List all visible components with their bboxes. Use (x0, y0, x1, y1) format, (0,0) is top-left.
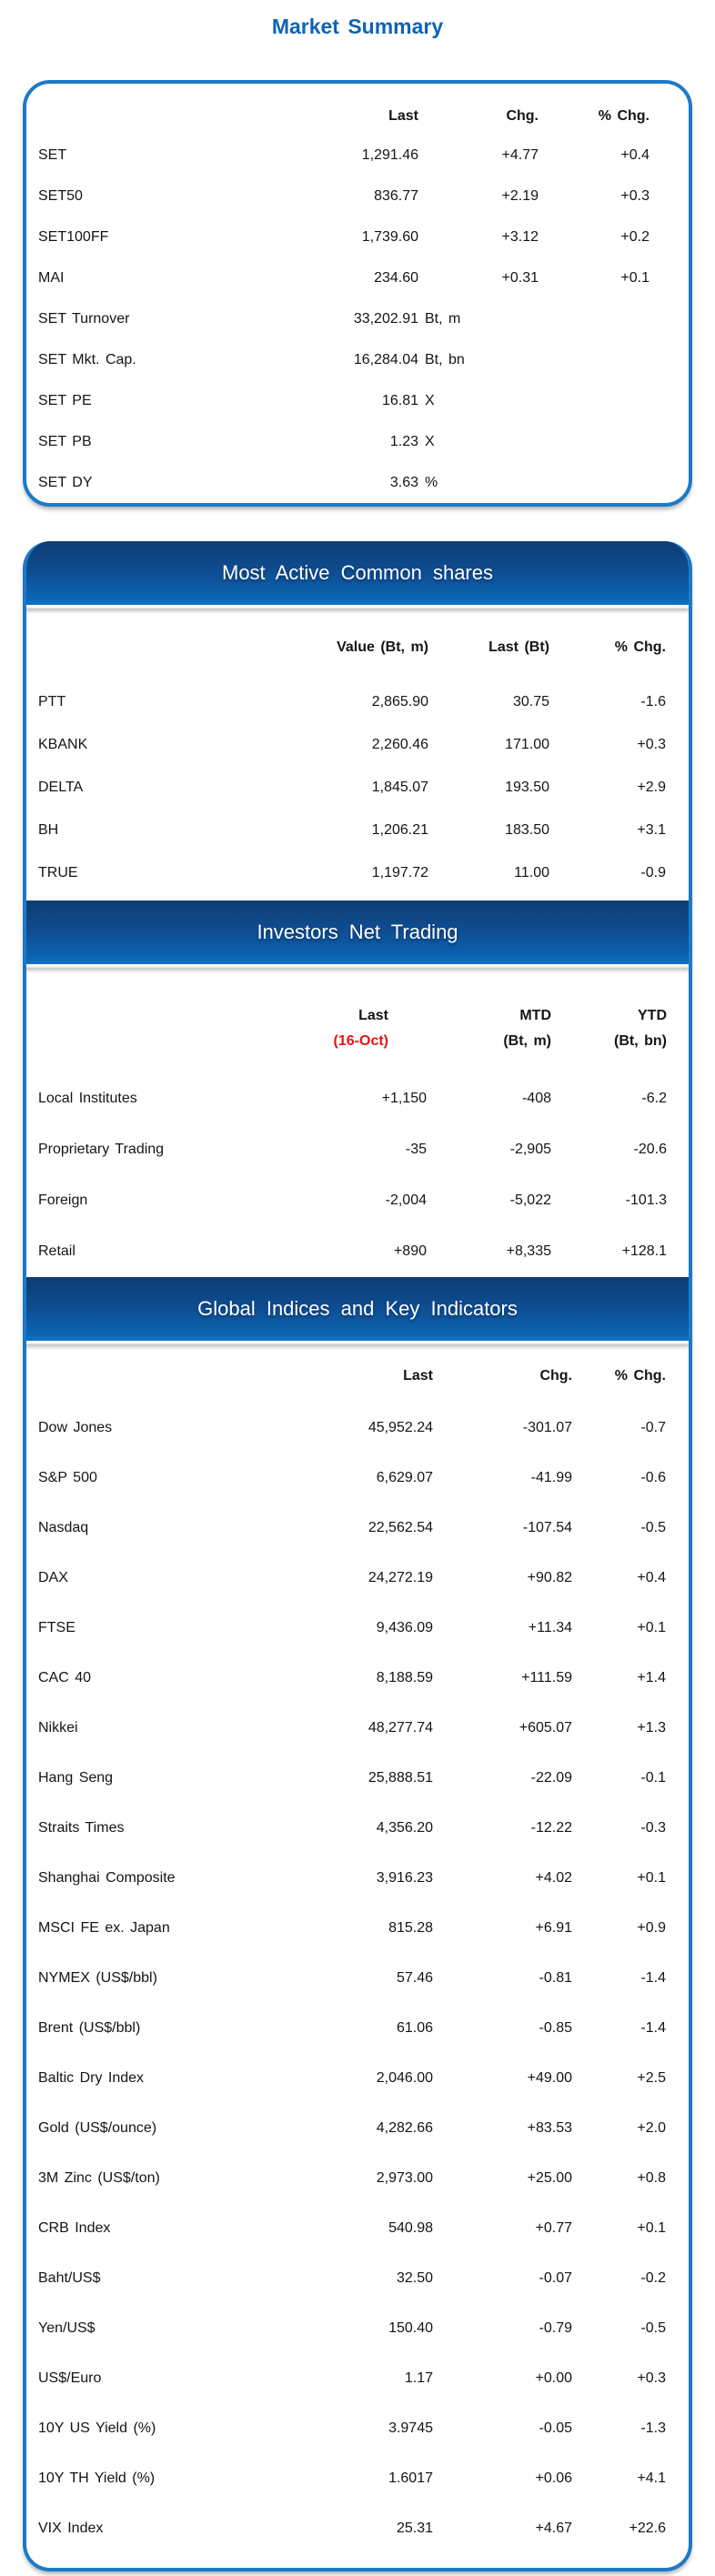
table-row (26, 135, 689, 176)
cell-change: +605.07 (519, 1719, 572, 1736)
table-row (26, 1903, 689, 1953)
cell-value: 16.81 X (381, 392, 435, 408)
row-label: 10Y US Yield (%) (38, 2420, 156, 2436)
most-active-section (26, 605, 689, 901)
cell-value: 3.63 % (389, 474, 438, 490)
row-label: MAI (38, 269, 65, 286)
row-label: SET50 (38, 187, 83, 204)
cell-change: +0.31 (501, 269, 539, 286)
cell-value: -2,004 (385, 1192, 427, 1208)
cell-change: -0.85 (539, 2019, 572, 2036)
row-label: BH (38, 821, 59, 838)
table-row (26, 1753, 689, 1803)
column-header-last: Last (Bt) (488, 639, 549, 655)
cell-value: 45,952.24 (368, 1419, 433, 1435)
cell-change: +0.00 (535, 2370, 572, 2386)
column-header-pct: % Chg. (598, 108, 650, 124)
cell-pct-change: +0.3 (637, 2370, 666, 2386)
table-row (26, 1553, 689, 1603)
row-label: 10Y TH Yield (%) (38, 2470, 156, 2486)
cell-change: +3.12 (501, 228, 539, 245)
cell-change: +90.82 (527, 1569, 572, 1585)
section-header-global: Global Indices and Key Indicators (26, 1277, 689, 1341)
column-header-last: Last (388, 108, 418, 124)
table-row (26, 216, 689, 257)
cell-pct-change: -1.6 (640, 693, 666, 709)
cell-value: 16,284.04 Bt, bn (353, 351, 465, 367)
set-summary-box (23, 80, 692, 507)
table-row (26, 766, 689, 809)
cell-pct-change: -0.6 (640, 1469, 666, 1485)
cell-pct-change: -0.5 (640, 2319, 666, 2336)
cell-value: 22,562.54 (368, 1519, 433, 1535)
column-header-chg: Chg. (506, 108, 539, 124)
table-row (26, 1503, 689, 1553)
cell-value: 836.77 (374, 187, 418, 204)
table-row (26, 1175, 689, 1226)
cell-value: 1,845.07 (371, 779, 428, 795)
cell-value: 48,277.74 (368, 1719, 433, 1736)
row-label: Nasdaq (38, 1519, 89, 1535)
cell-change: +11.34 (528, 1619, 572, 1635)
row-label: Nikkei (38, 1719, 78, 1736)
cell-value: 2,865.90 (371, 693, 428, 709)
row-label: Proprietary Trading (38, 1142, 165, 1157)
cell-change: -12.22 (530, 1819, 572, 1836)
set-summary-header-row (26, 98, 689, 135)
table-row (26, 2503, 689, 2553)
cell-change: -22.09 (530, 1769, 572, 1786)
cell-pct-change: +0.1 (637, 2219, 666, 2236)
column-header-chg: Chg. (539, 1368, 572, 1384)
cell-change: +4.02 (535, 1869, 572, 1886)
cell-change: -0.79 (539, 2319, 572, 2336)
value-unit: X (425, 392, 435, 408)
cell-pct-change: -1.4 (640, 1969, 666, 1986)
cell-pct-change: +0.3 (637, 736, 666, 752)
cell-change: +4.77 (501, 146, 539, 163)
cell-pct-change: -0.3 (640, 1819, 666, 1836)
cell-pct-change: -0.2 (640, 2269, 666, 2286)
row-label: CRB Index (38, 2219, 111, 2236)
row-label: SET (38, 146, 67, 163)
row-label: 3M Zinc (US$/ton) (38, 2169, 160, 2186)
cell-change: +111.59 (521, 1669, 572, 1685)
cell-change: 11.00 (514, 864, 549, 880)
table-row (26, 1953, 689, 2003)
cell-value: 540.98 (388, 2219, 433, 2236)
table-row (26, 1403, 689, 1453)
global-section (26, 1341, 689, 2568)
table-row (26, 1853, 689, 1903)
column-header-last: Last (358, 1008, 388, 1023)
cell-pct-change: +22.6 (629, 2520, 666, 2536)
row-label: Baht/US$ (38, 2269, 101, 2286)
cell-pct-change: +2.0 (637, 2119, 666, 2136)
header-shadow (26, 964, 689, 973)
table-row (26, 176, 689, 216)
cell-change: -0.07 (539, 2269, 572, 2286)
cell-pct-change: +0.1 (637, 1869, 666, 1886)
value-unit: Bt, bn (425, 351, 465, 367)
cell-change: +4.67 (535, 2520, 572, 2536)
table-row (26, 1603, 689, 1653)
investors-section (26, 964, 689, 1277)
cell-value: 2,046.00 (376, 2069, 433, 2086)
cell-value: 3.9745 (388, 2420, 433, 2436)
cell-change: +6.91 (535, 1919, 572, 1936)
cell-value: 6,629.07 (376, 1469, 433, 1485)
cell-value: 24,272.19 (368, 1569, 433, 1585)
cell-change: 30.75 (512, 693, 549, 709)
cell-pct-change: +0.1 (620, 269, 650, 286)
table-row (26, 462, 689, 503)
row-label: Foreign (38, 1192, 88, 1208)
cell-pct-change: -1.4 (640, 2019, 666, 2036)
column-header-last: Last (403, 1368, 433, 1384)
row-label: Local Institutes (38, 1091, 137, 1106)
cell-value: 61.06 (396, 2019, 433, 2036)
column-subheader-mtd-unit: (Bt, m) (503, 1033, 551, 1049)
cell-value: 25.31 (396, 2520, 433, 2536)
column-header-mtd: MTD (519, 1008, 551, 1023)
row-label: SET PE (38, 392, 92, 408)
table-row (26, 421, 689, 462)
cell-change: 171.00 (505, 736, 549, 752)
main-panel (23, 541, 692, 2571)
row-label: DAX (38, 1569, 68, 1585)
row-label: Hang Seng (38, 1769, 114, 1786)
row-label: S&P 500 (38, 1469, 97, 1485)
column-header-pct: % Chg. (614, 1368, 666, 1384)
cell-change: +0.06 (535, 2470, 572, 2486)
table-row (26, 2253, 689, 2303)
cell-change: +25.00 (527, 2169, 572, 2186)
cell-pct-change: +2.9 (637, 779, 666, 795)
table-row (26, 2353, 689, 2403)
row-label: PTT (38, 693, 66, 709)
global-body (26, 1403, 689, 2553)
header-shadow (26, 605, 689, 614)
cell-value: 2,260.46 (371, 736, 428, 752)
cell-pct-change: +2.5 (637, 2069, 666, 2086)
cell-value: +890 (393, 1243, 427, 1259)
table-row (26, 723, 689, 766)
table-row (26, 2103, 689, 2153)
cell-value: 1,206.21 (371, 821, 428, 838)
column-header-pct: % Chg. (614, 639, 666, 655)
cell-change: 183.50 (505, 821, 549, 838)
cell-value: 1,739.60 (361, 228, 418, 245)
cell-value: 234.60 (374, 269, 418, 286)
cell-change: -0.81 (539, 1969, 572, 1986)
cell-pct-change: +1.3 (637, 1719, 666, 1736)
header-shadow (26, 1341, 689, 1350)
cell-value: 4,282.66 (376, 2119, 433, 2136)
cell-value: 8,188.59 (376, 1669, 433, 1685)
value-unit: Bt, m (425, 310, 461, 327)
most-active-body (26, 680, 689, 894)
cell-value: +1,150 (381, 1091, 427, 1106)
row-label: CAC 40 (38, 1669, 92, 1685)
cell-value: 25,888.51 (368, 1769, 433, 1786)
table-row (26, 2053, 689, 2103)
row-label: Retail (38, 1243, 76, 1259)
column-subheader-ytd-unit: (Bt, bn) (614, 1033, 667, 1049)
cell-change: -41.99 (530, 1469, 572, 1485)
table-row (26, 298, 689, 339)
cell-value: 1,291.46 (361, 146, 418, 163)
investors-header-row-1 (26, 973, 689, 1031)
value-unit: % (425, 474, 438, 490)
cell-pct-change: -101.3 (625, 1192, 667, 1208)
cell-value: 32.50 (396, 2269, 433, 2286)
row-label: KBANK (38, 736, 88, 752)
row-label: FTSE (38, 1619, 76, 1635)
row-label: MSCI FE ex. Japan (38, 1919, 170, 1936)
cell-pct-change: +128.1 (621, 1243, 667, 1259)
section-header-most-active: Most Active Common shares (26, 541, 689, 605)
cell-value: 3,916.23 (376, 1869, 433, 1886)
cell-value: 1,197.72 (371, 864, 428, 880)
cell-value: 1.6017 (388, 2470, 433, 2486)
row-label: SET PB (38, 433, 92, 449)
table-row (26, 380, 689, 421)
cell-value: 9,436.09 (376, 1619, 433, 1635)
cell-change: +83.53 (527, 2119, 572, 2136)
cell-change: +8,335 (506, 1243, 551, 1259)
most-active-header-row (26, 614, 689, 680)
cell-pct-change: +0.2 (620, 228, 650, 245)
investors-body (26, 1073, 689, 1277)
cell-pct-change: +0.3 (620, 187, 650, 204)
cell-pct-change: +0.4 (620, 146, 650, 163)
cell-change: +0.77 (535, 2219, 572, 2236)
table-row (26, 2403, 689, 2453)
row-label: Gold (US$/ounce) (38, 2119, 157, 2136)
cell-change: -2,905 (509, 1142, 551, 1157)
page-title: Market Summary (271, 15, 444, 38)
cell-pct-change: +0.9 (637, 1919, 666, 1936)
table-row (26, 2003, 689, 2053)
row-label: US$/Euro (38, 2370, 102, 2386)
cell-value: 150.40 (388, 2319, 433, 2336)
row-label: VIX Index (38, 2520, 104, 2536)
row-label: SET Turnover (38, 310, 130, 327)
cell-pct-change: -20.6 (633, 1142, 667, 1157)
table-row (26, 2203, 689, 2253)
table-row (26, 2453, 689, 2503)
column-header-ytd: YTD (638, 1008, 667, 1023)
table-row (26, 809, 689, 851)
row-label: SET100FF (38, 228, 109, 245)
row-label: Brent (US$/bbl) (38, 2019, 141, 2036)
table-row (26, 1803, 689, 1853)
cell-value: 1.23 X (389, 433, 435, 449)
global-header-row (26, 1350, 689, 1403)
cell-value: 33,202.91 Bt, m (353, 310, 461, 327)
row-label: Shanghai Composite (38, 1869, 176, 1886)
row-label: DELTA (38, 779, 84, 795)
cell-pct-change: +3.1 (637, 821, 666, 838)
cell-value: 2,973.00 (376, 2169, 433, 2186)
row-label: NYMEX (US$/bbl) (38, 1969, 157, 1986)
cell-change: -408 (521, 1091, 551, 1106)
cell-change: -5,022 (509, 1192, 551, 1208)
table-row (26, 339, 689, 380)
cell-pct-change: -0.5 (640, 1519, 666, 1535)
row-label: TRUE (38, 864, 78, 880)
column-subheader-date: (16-Oct) (333, 1033, 388, 1049)
cell-pct-change: -0.7 (640, 1419, 666, 1435)
row-label: SET Mkt. Cap. (38, 351, 136, 367)
cell-change: +2.19 (501, 187, 539, 204)
set-summary-body (26, 135, 689, 503)
row-label: Yen/US$ (38, 2319, 96, 2336)
cell-pct-change: -1.3 (640, 2420, 666, 2436)
table-row (26, 680, 689, 723)
section-header-investors: Investors Net Trading (26, 901, 689, 964)
cell-pct-change: -0.9 (640, 864, 666, 880)
cell-pct-change: -6.2 (641, 1091, 667, 1106)
table-row (26, 1703, 689, 1753)
row-label: Baltic Dry Index (38, 2069, 145, 2086)
value-unit: X (425, 433, 435, 449)
column-header-value: Value (Bt, m) (337, 639, 428, 655)
cell-pct-change: +4.1 (637, 2470, 666, 2486)
table-row (26, 257, 689, 298)
cell-value: 57.46 (396, 1969, 433, 1986)
investors-header-row-2 (26, 1031, 689, 1073)
cell-value: 815.28 (388, 1919, 433, 1936)
table-row (26, 851, 689, 894)
cell-change: -107.54 (522, 1519, 572, 1535)
cell-pct-change: +1.4 (637, 1669, 666, 1685)
table-row (26, 1073, 689, 1124)
row-label: Straits Times (38, 1819, 125, 1836)
table-row (26, 2303, 689, 2353)
table-row (26, 1124, 689, 1175)
table-row (26, 1453, 689, 1503)
cell-pct-change: +0.8 (637, 2169, 666, 2186)
cell-pct-change: -0.1 (640, 1769, 666, 1786)
cell-value: -35 (405, 1142, 427, 1157)
table-row (26, 2153, 689, 2203)
row-label: Dow Jones (38, 1419, 113, 1435)
cell-value: 4,356.20 (376, 1819, 433, 1836)
cell-pct-change: +0.1 (637, 1619, 666, 1635)
cell-value: 1.17 (404, 2370, 433, 2386)
cell-pct-change: +0.4 (637, 1569, 666, 1585)
cell-change: -0.05 (539, 2420, 572, 2436)
table-row (26, 1226, 689, 1277)
table-row (26, 1653, 689, 1703)
row-label: SET DY (38, 474, 93, 490)
cell-change: +49.00 (527, 2069, 572, 2086)
cell-change: -301.07 (522, 1419, 572, 1435)
cell-change: 193.50 (505, 779, 549, 795)
